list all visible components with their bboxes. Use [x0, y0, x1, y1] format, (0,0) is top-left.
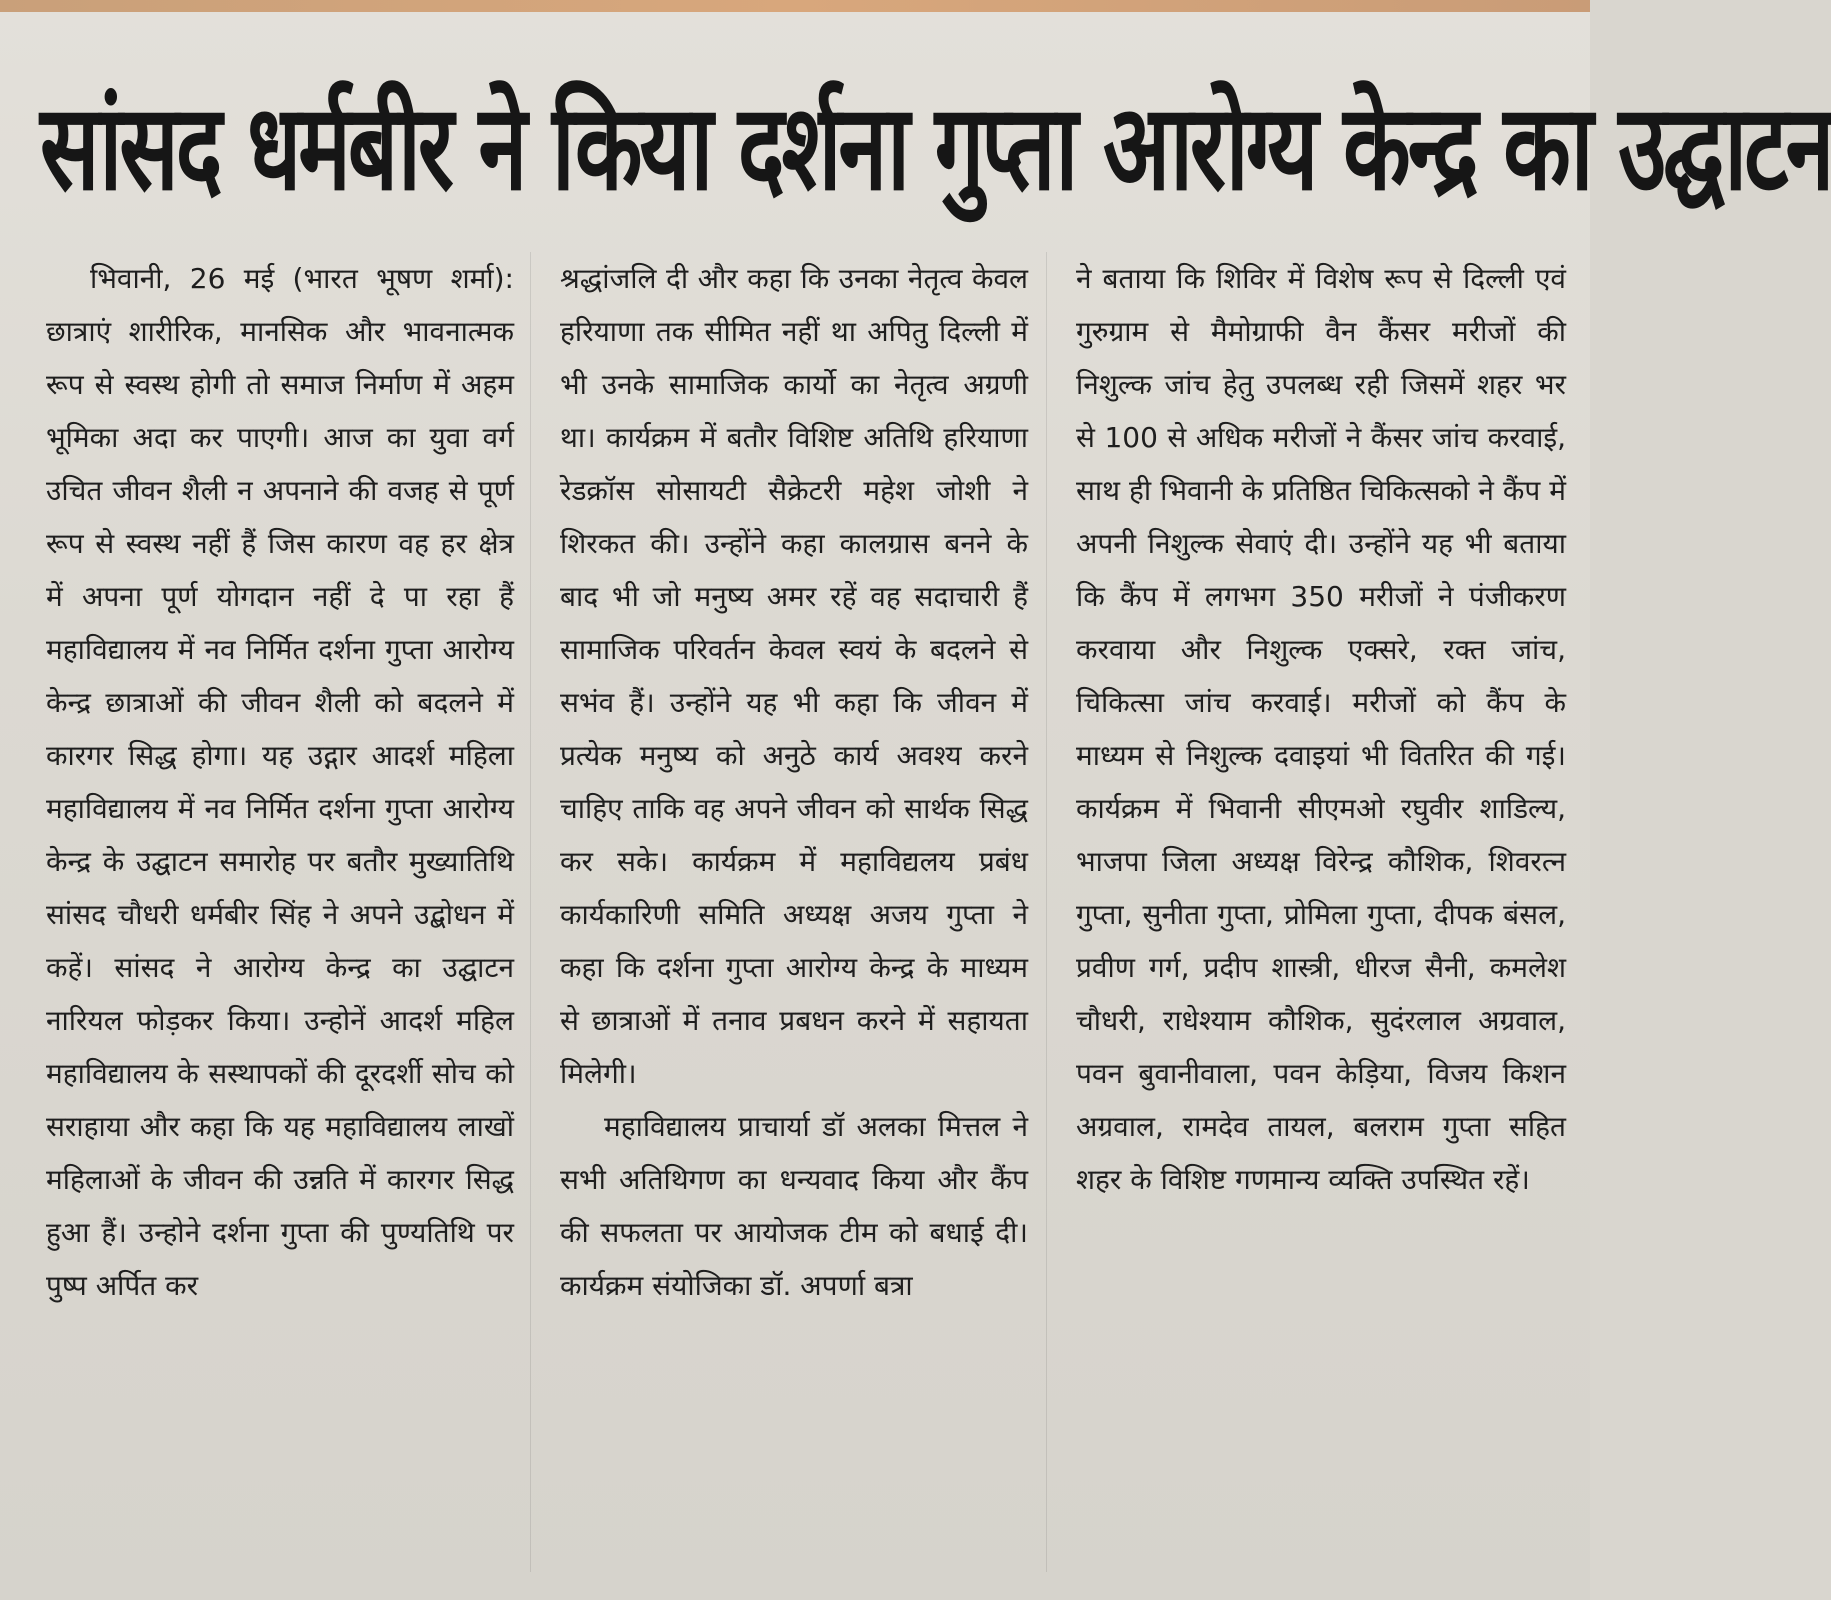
article-column-2 [560, 252, 1028, 1572]
column-2-paragraph-1: श्रद्धांजलि दी और कहा कि उनका नेतृत्व केवल हरियाणा तक सीमित नहीं था अपितु दिल्ली में भी उनके सामाजिक कार्यो का नेतृत्व अग्रणी था। कार्यक्रम में बतौर विशिष्ट अतिथि हरियाणा रेडक्रॉस सोसायटी सैक्रेटरी महेश जोशी ने शिरकत की। उन्होंने कहा कालग्रास बनने के बाद भी जो मनुष्य अमर रहें वह सदाचारी हैं सामाजिक परिवर्तन केवल स्वयं के बदलने से सभंव हैं। उन्होंने यह भी कहा कि जीवन में प्रत्येक मनुष्य को अनुठे कार्य अवश्य करने चाहिए ताकि वह अपने जीवन को सार्थक सिद्ध कर सके। कार्यक्रम में महाविद्यलय प्रबंध कार्यकारिणी समिति अध्यक्ष अजय गुप्ता ने कहा कि दर्शना गुप्ता आरोग्य केन्द्र के माध्यम से छात्राओं में तनाव प्रबधन करने में सहायता मिलेगी। [560, 262, 1028, 1090]
article-column-3 [1076, 252, 1566, 1572]
column-2-paragraph-2: महाविद्यालय प्राचार्या डॉ अलका मित्तल ने सभी अतिथिगण का धन्यवाद किया और कैंप की सफलता पर आयोजक टीम को बधाई दी। कार्यक्रम संयोजिका डॉ. अपर्णा बत्रा [560, 1110, 1028, 1302]
top-color-strip [0, 0, 1590, 12]
column-divider-1 [530, 252, 531, 1572]
article-column-1 [46, 252, 514, 1572]
column-3-text: ने बताया कि शिविर में विशेष रूप से दिल्ली एवं गुरुग्राम से मैमोग्राफी वैन कैंसर मरीजों की निशुल्क जांच हेतु उपलब्ध रही जिसमें शहर भर से 100 से अधिक मरीजों ने कैंसर जांच करवाई, साथ ही भिवानी के प्रतिष्ठित चिकित्सको ने कैंप में अपनी निशुल्क सेवाएं दी। उन्होंने यह भी बताया कि कैंप में लगभग 350 मरीजों ने पंजीकरण करवाया और निशुल्क एक्सरे, रक्त जांच, चिकित्सा जांच करवाई। मरीजों को कैंप के माध्यम से निशुल्क दवाइयां भी वितरित की गई। कार्यक्रम में भिवानी सीएमओ रघुवीर शाडिल्य, भाजपा जिला अध्यक्ष विरेन्द्र कौशिक, शिवरत्न गुप्ता, सुनीता गुप्ता, प्रोमिला गुप्ता, दीपक बंसल, प्रवीण गर्ग, प्रदीप शास्त्री, धीरज सैनी, कमलेश चौधरी, राधेश्याम कौशिक, सुदंरलाल अग्रवाल, पवन बुवानीवाला, पवन केड़िया, विजय किशन अग्रवाल, रामदेव तायल, बलराम गुप्ता सहित शहर के विशिष्ट गणमान्य व्यक्ति उपस्थित रहें। [1076, 262, 1566, 1196]
column-divider-2 [1046, 252, 1047, 1572]
article-headline: सांसद धर्मबीर ने किया दर्शना गुप्ता आरोग्य केन्द्र का उद्घाटन [40, 77, 1831, 217]
column-1-text: भिवानी, 26 मई (भारत भूषण शर्मा): छात्राएं शारीरिक, मानसिक और भावनात्मक रूप से स्वस्थ होगी तो समाज निर्माण में अहम भूमिका अदा कर पाएगी। आज का युवा वर्ग उचित जीवन शैली न अपनाने की वजह से पूर्ण रूप से स्वस्थ नहीं हैं जिस कारण वह हर क्षेत्र में अपना पूर्ण योगदान नहीं दे पा रहा हैं महाविद्यालय में नव निर्मित दर्शना गुप्ता आरोग्य केन्द्र छात्राओं की जीवन शैली को बदलने में कारगर सिद्ध होगा। यह उद्गार आदर्श महिला महाविद्यालय में नव निर्मित दर्शना गुप्ता आरोग्य केन्द्र के उद्घाटन समारोह पर बतौर मुख्यातिथि सांसद चौधरी धर्मबीर सिंह ने अपने उद्बोधन में कहें। सांसद ने आरोग्य केन्द्र का उद्घाटन नारियल फोड़कर किया। उन्होनें आदर्श महिल महाविद्यालय के सस्थापकों की दूरदर्शी सोच को सराहाया और कहा कि यह महाविद्यालय लाखों महिलाओं के जीवन की उन्नति में कारगर सिद्ध हुआ हैं। उन्होने दर्शना गुप्ता की पुण्यतिथि पर पुष्प अर्पित कर [46, 262, 514, 1302]
